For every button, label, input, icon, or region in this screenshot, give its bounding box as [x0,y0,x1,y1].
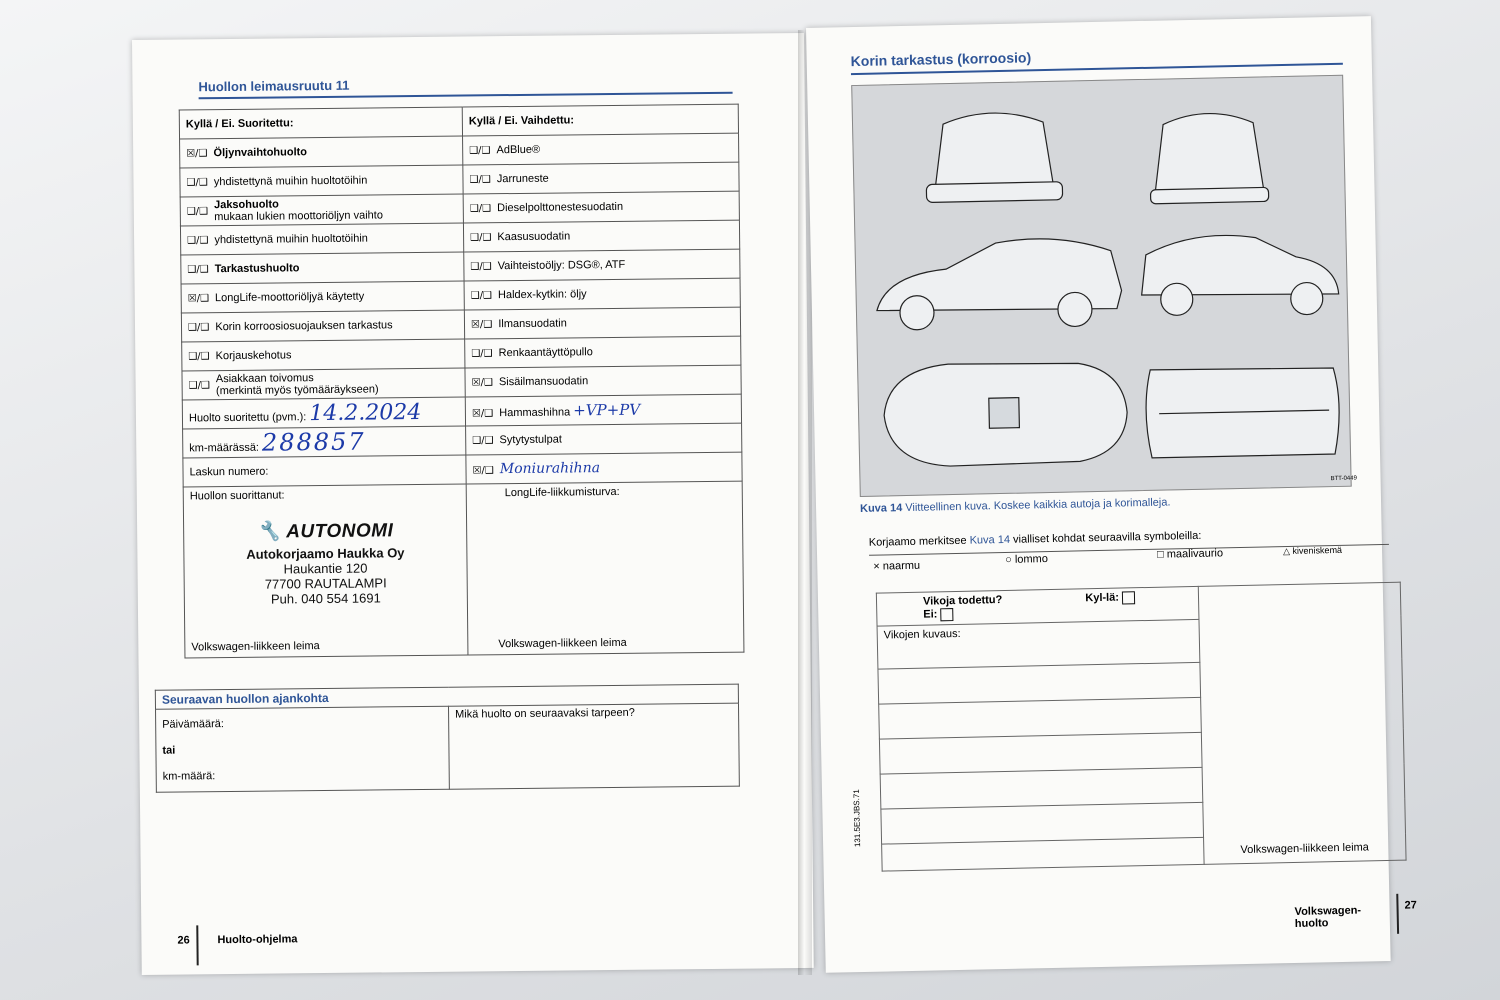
checkbox[interactable]: ❑/❑ [187,235,209,247]
invoice-label: Laskun numero: [189,465,269,479]
stone-chip-icon: △ [1282,545,1291,557]
yes-checkbox[interactable] [1122,591,1135,604]
page-number: 26 [177,934,190,947]
stamp-row [183,481,744,658]
checkbox-marked[interactable]: ☒/❑ [471,408,494,420]
next-question: Mikä huolto on seuraavaksi tarpeen? [448,703,739,789]
legend-dent: ○ lommo [1005,553,1049,566]
date-label: Huolto suoritettu (pvm.): [188,410,307,424]
footer-text: Huolto-ohjelma [217,933,298,947]
checkbox[interactable]: ❑/❑ [471,348,493,360]
figure-caption: Kuva 14 Viitteellinen kuva. Koskee kaikkia autoja ja korimalleja. [859,496,1171,515]
checkbox[interactable]: ❑/❑ [472,435,494,447]
wrench-icon: 🔧 [256,521,282,543]
date-value[interactable]: 14.2.2024 [309,399,422,426]
table-row: ❑/❑ Korin korroosiosuojauksen tarkastus ☒/❑ Ilmansuodatin [181,307,740,342]
longlife-label: LongLife-liikkumisturva: [504,485,620,500]
paint-damage-icon: □ [1156,548,1164,561]
defects-table: Vikoja todettu? Kyl-lä: Ei: Volkswagen-liikkeen leima Vikojen kuvaus: [876,582,1407,872]
stamp-caption: Volkswagen-liikkeen leima [498,636,627,651]
checkbox[interactable]: ❑/❑ [187,264,209,276]
belt-note[interactable]: +VP+PV [573,400,641,420]
legend-scratch: × naarmu [873,559,921,573]
checkbox[interactable]: ❑/❑ [186,206,209,218]
checkbox-marked[interactable]: ☒/❑ [471,377,493,389]
checkbox[interactable]: ❑/❑ [470,290,493,302]
table-row: ❑/❑ Korjauskehotus ❑/❑ Renkaantäyttöpullo [182,336,741,371]
right-page [806,16,1417,973]
table-row: ❑/❑Asiakkaan toivomus (merkintä myös työmääräykseen) ☒/❑ Sisäilmansuodatin [182,365,741,400]
document-code: 131.5E3.JBS.71 [851,789,863,848]
checkbox[interactable]: ❑/❑ [470,232,492,244]
desc-line[interactable] [882,837,1204,871]
stamp-caption: Volkswagen-liikkeen leima [1240,841,1369,857]
col1-header: Kyllä / Ei. Suoritettu: [179,107,462,139]
checkbox-marked[interactable]: ☒/❑ [470,319,493,331]
checkbox[interactable]: ❑/❑ [469,145,491,157]
checkbox-marked[interactable]: ☒/❑ [472,465,494,477]
car-diagram [852,76,1357,496]
defects-question: Vikoja todettu? [922,594,1003,609]
checkbox[interactable]: ❑/❑ [188,380,210,392]
car-body-figure [851,75,1357,497]
next-date-label: Päivämäärä: [162,718,224,731]
performer-label: Huollon suorittanut: [189,489,285,503]
table-row: Huolto suoritettu (pvm.): 14.2.2024 ☒/❑ Hammashihna +VP+PV [182,394,741,429]
km-value[interactable]: 288857 [261,427,366,457]
table-row: ❑/❑ yhdistettynä muihin huoltotöihin ❑/❑ Jarruneste [180,162,739,197]
checkbox[interactable]: ❑/❑ [188,351,210,363]
col2-header: Kyllä / Ei. Vaihdettu: [462,104,738,136]
service-table [179,104,745,659]
left-page [132,33,814,975]
footer-text: Volkswagen-huolto [1294,904,1362,930]
next-km-label: km-määrä: [162,770,216,783]
km-label: km-määrässä: [189,441,260,455]
checkbox[interactable]: ❑/❑ [469,174,491,186]
page-number: 27 [1404,899,1417,912]
next-or-label: tai [162,744,176,757]
table-row: ❑/❑ yhdistettynä muihin huoltotöihin ❑/❑ Kaasusuodatin [180,220,739,255]
scratch-icon: × [873,560,880,573]
no-checkbox[interactable] [940,608,953,621]
checkbox-marked[interactable]: ☒/❑ [187,293,210,305]
checkbox[interactable]: ❑/❑ [186,177,208,189]
table-row: ❑/❑ Tarkastushuolto ❑/❑ Vaihteistoöljy: DSG®, ATF [181,249,740,284]
legend-chip: △ kiveniskemä [1282,544,1343,557]
table-row: ☒/❑ Öljynvaihtohuolto ❑/❑ AdBlue® [180,133,739,168]
next-service-title: Seuraavan huollon ajankohta [155,684,738,709]
car-front-view [1153,112,1265,197]
figure-code: BTT-0449 [1330,475,1357,483]
table-row: km-määrässä: 288857 ❑/❑ Sytytystulpat [183,423,742,458]
extra-note[interactable]: Moniurahihna [499,460,601,478]
table-row: ☒/❑ LongLife-moottoriöljyä käytetty ❑/❑ Haldex-kytkin: öljy [181,278,740,313]
legend-paint: □ maalivaurio [1156,547,1224,561]
checkbox[interactable]: ❑/❑ [187,322,210,334]
dent-icon: ○ [1005,553,1012,566]
section-title: Korin tarkastus (korroosio) [850,49,1032,70]
section-title: Huollon leimausruutu 11 [198,77,350,95]
instruction-text: Korjaamo merkitsee Kuva 14 vialliset kohdat seuraavilla symboleilla: [868,529,1202,549]
defects-desc-label: Vikojen kuvaus: [877,619,1200,669]
table-row: ❑/❑Jaksohuolto mukaan lukien moottoriöljyn vaihto ❑/❑ Dieselpolttonestesuodatin [180,191,739,226]
stamp-caption: Volkswagen-liikkeen leima [191,640,320,654]
checkbox[interactable]: ❑/❑ [470,261,492,273]
checkbox[interactable]: ❑/❑ [469,203,492,215]
next-service-table [155,684,740,793]
checkbox-marked[interactable]: ☒/❑ [186,148,208,160]
workshop-stamp: 🔧 AUTONOMI Autokorjaamo Haukka Oy Haukantie 120 77700 RAUTALAMPI Puh. 040 554 1691 [246,520,405,607]
footer-divider [196,925,198,965]
